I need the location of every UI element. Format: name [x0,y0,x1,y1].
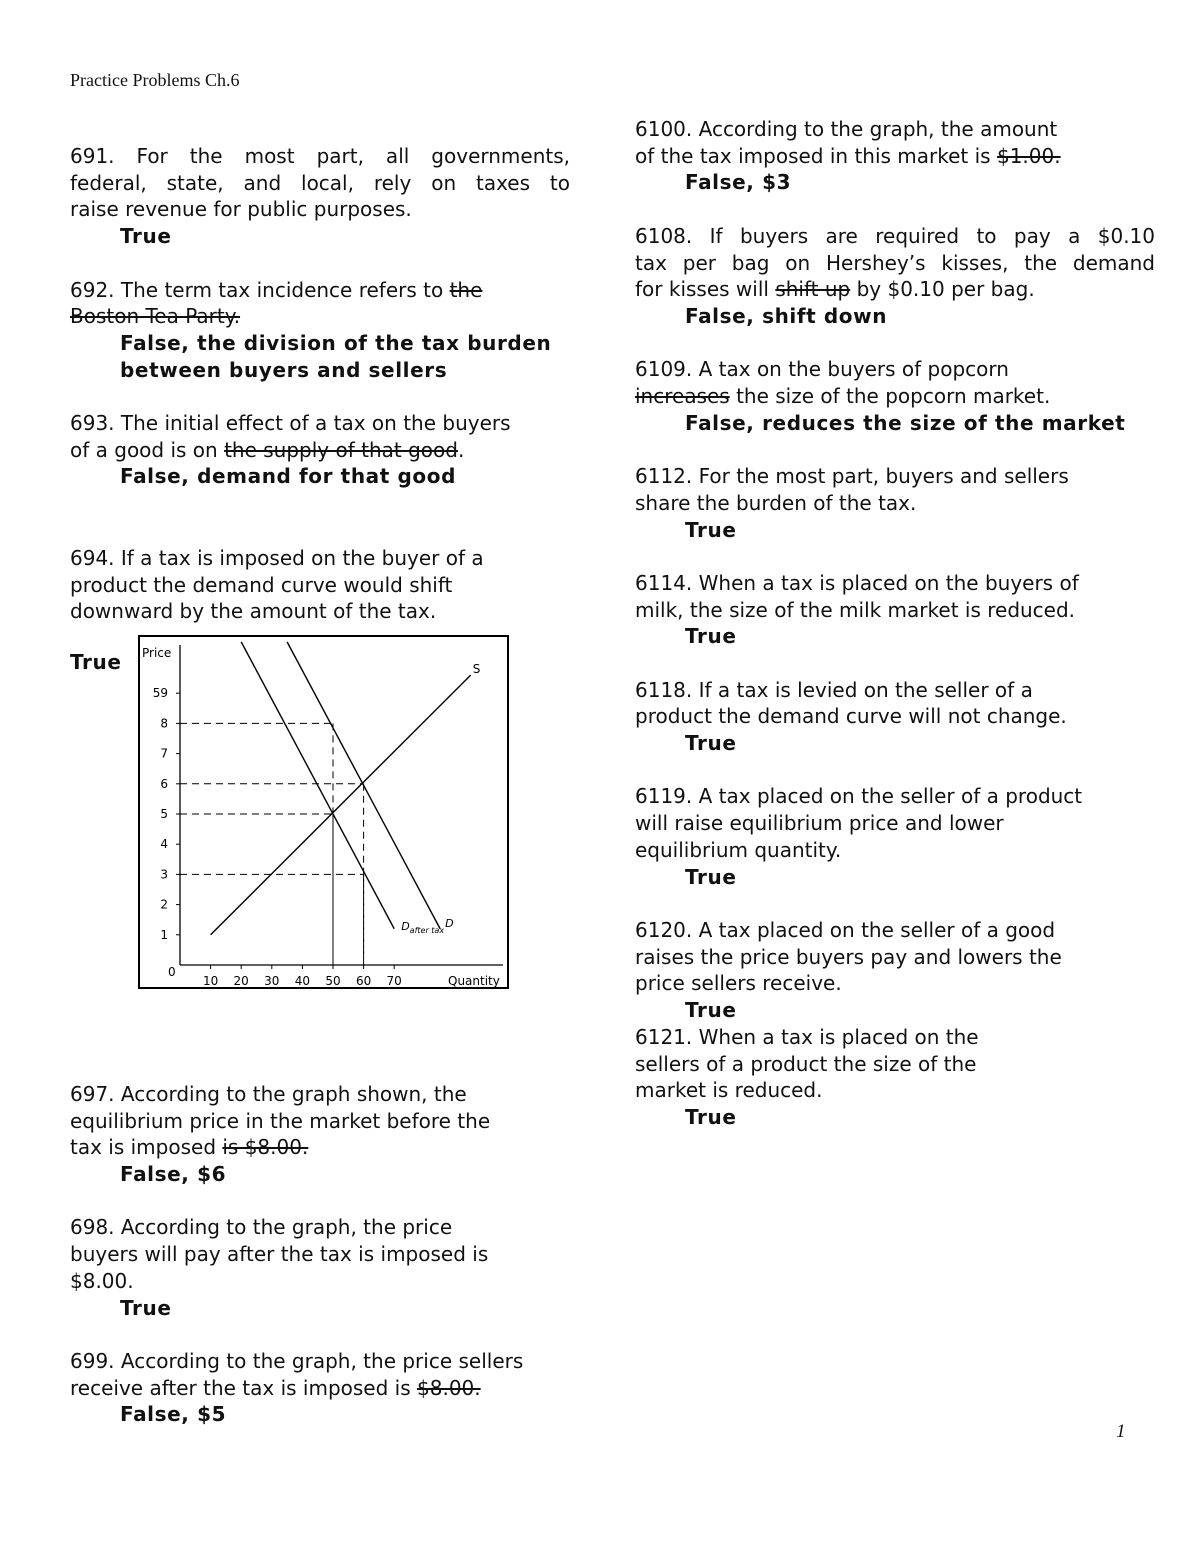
answer: True [685,624,737,649]
question-text: 692. The term tax incidence refers to the [70,277,483,302]
answer: True [685,517,737,542]
struck-text: Boston Tea Party. [70,304,241,329]
answer: False, $5 [120,1402,227,1427]
x-axis-label: Quantity [448,974,500,988]
x-tick-label: 70 [386,974,402,988]
y-tick-label: 3 [160,867,168,882]
question-699 [70,1348,570,1428]
x-tick-label: 20 [233,974,249,988]
question-text: 6112. For the most part, buyers and sellers [635,464,1069,489]
question-text: 694. If a tax is imposed on the buyer of a [70,545,484,570]
question-694 [70,545,570,625]
answer: False, $6 [120,1162,227,1187]
question-text: sellers of a product the size of the [635,1051,977,1076]
y-axis-label: Price [142,646,172,660]
question-text: 699. According to the graph, the price sellers [70,1348,524,1373]
question-text: $8.00. [70,1268,134,1293]
x-tick-label: 30 [264,974,280,988]
x-tick-label: 40 [294,974,311,988]
question-text: for kisses will shift up by $0.10 per bag. [635,277,1035,302]
question-text: 6121. When a tax is placed on the [635,1024,979,1049]
answer: True [685,1104,737,1129]
page-header: Practice Problems Ch.6 [70,70,240,90]
question-text: federal, state, and local, rely on taxes to [70,170,570,195]
question-text: downward by the amount of the tax. [70,599,437,624]
question-text: 6120. A tax placed on the seller of a good [635,917,1056,942]
y-tick-label: 1 [160,927,168,942]
question-text: market is reduced. [635,1078,823,1103]
question-697 [70,1081,570,1188]
struck-text: the supply of that good [224,437,458,462]
question-text [70,303,570,330]
question-text: 6109. A tax on the buyers of popcorn [635,357,1009,382]
question-text: buyers will pay after the tax is imposed is [70,1242,489,1267]
y-tick-label: 4 [160,837,168,852]
question-text: share the burden of the tax. [635,490,917,515]
question-text: price sellers receive. [635,971,842,996]
question-text: 6119. A tax placed on the seller of a product [635,784,1083,809]
demand-after-tax-label: $D_{after tax}$ [401,919,445,935]
page-number: 1 [1116,1421,1126,1442]
question-text: milk, the size of the milk market is reduced. [635,597,1076,622]
struck-text: the [449,277,483,302]
question-text: equilibrium price in the market before the [70,1108,491,1133]
question-text: receive after the tax is imposed is $8.00. [70,1375,481,1400]
question-text: 698. According to the graph, the price [70,1215,453,1240]
answer: True [685,998,737,1023]
question-6120 [635,917,1155,1024]
answer: between buyers and sellers [120,357,448,382]
question-text: 691. For the most part, all governments, [70,144,570,168]
answer: False, the division of the tax burden [120,330,552,355]
question-text: of the tax imposed in this market is $1.00. [635,143,1061,168]
struck-text: $8.00. [417,1375,481,1400]
answer: True [120,224,172,249]
y-tick-label: 7 [160,746,168,761]
question-text: tax is imposed is $8.00. [70,1135,309,1160]
x-tick-label: 50 [325,974,341,988]
struck-text: $1.00. [996,143,1061,168]
y-tick-label: 59 [152,686,168,701]
question-text: 6100. According to the graph, the amount [635,117,1058,141]
question-692 [70,277,570,384]
origin-label: 0 [168,965,176,979]
question-693 [70,410,570,490]
question-6118 [635,677,1155,757]
question-6112 [635,463,1155,543]
question-6100 [635,116,1155,196]
struck-text: increases [635,384,730,408]
question-text: product the demand curve will not change. [635,704,1067,729]
question-text: raises the price buyers pay and lowers the [635,944,1062,969]
question-6121 [635,1024,1155,1131]
question-6114 [635,570,1155,650]
question-text: 6118. If a tax is levied on the seller of a [635,677,1033,702]
supply-label: S [472,662,481,677]
x-tick-label: 60 [355,974,372,988]
question-691 [70,143,570,250]
x-tick-label: 10 [202,974,219,988]
question-text: tax per bag on Hershey’s kisses, the demand [635,250,1155,275]
answer: False, shift down [685,303,888,328]
question-text: product the demand curve would shift [70,572,453,597]
y-tick-label: 2 [160,897,168,912]
demand-label: D [445,916,454,930]
question-text: raise revenue for public purposes. [70,197,412,222]
question-text: 693. The initial effect of a tax on the buyers [70,411,511,435]
question-text: equilibrium quantity. [635,837,842,862]
y-tick-label: 8 [160,716,168,731]
answer: False, $3 [685,170,792,195]
question-698 [70,1214,570,1321]
answer: True [685,731,737,756]
right-column [635,116,1155,1131]
chart-frame [139,636,508,988]
y-tick-label: 5 [160,807,168,821]
question-text: 6108. If buyers are required to pay a $0.10 [635,223,1155,248]
struck-text: shift up [775,277,851,302]
question-6108 [635,223,1155,330]
question-text: increases the size of the popcorn market. [635,384,1051,408]
question-text: will raise equilibrium price and lower [635,811,1004,836]
answer: True [685,864,737,889]
question-text: 6114. When a tax is placed on the buyers of [635,570,1079,595]
answer-694: True [70,650,122,674]
answer: False, reduces the size of the market [685,410,1126,435]
answer: False, demand for that good [120,464,457,489]
y-tick-label: 6 [160,776,168,791]
question-text: of a good is on the supply of that good. [70,437,465,462]
question-text: 697. According to the graph shown, the [70,1081,467,1106]
answer: True [120,1295,172,1320]
supply-demand-chart [138,635,510,991]
question-6119 [635,783,1155,890]
struck-text: is $8.00. [222,1135,309,1160]
question-6109 [635,356,1155,436]
